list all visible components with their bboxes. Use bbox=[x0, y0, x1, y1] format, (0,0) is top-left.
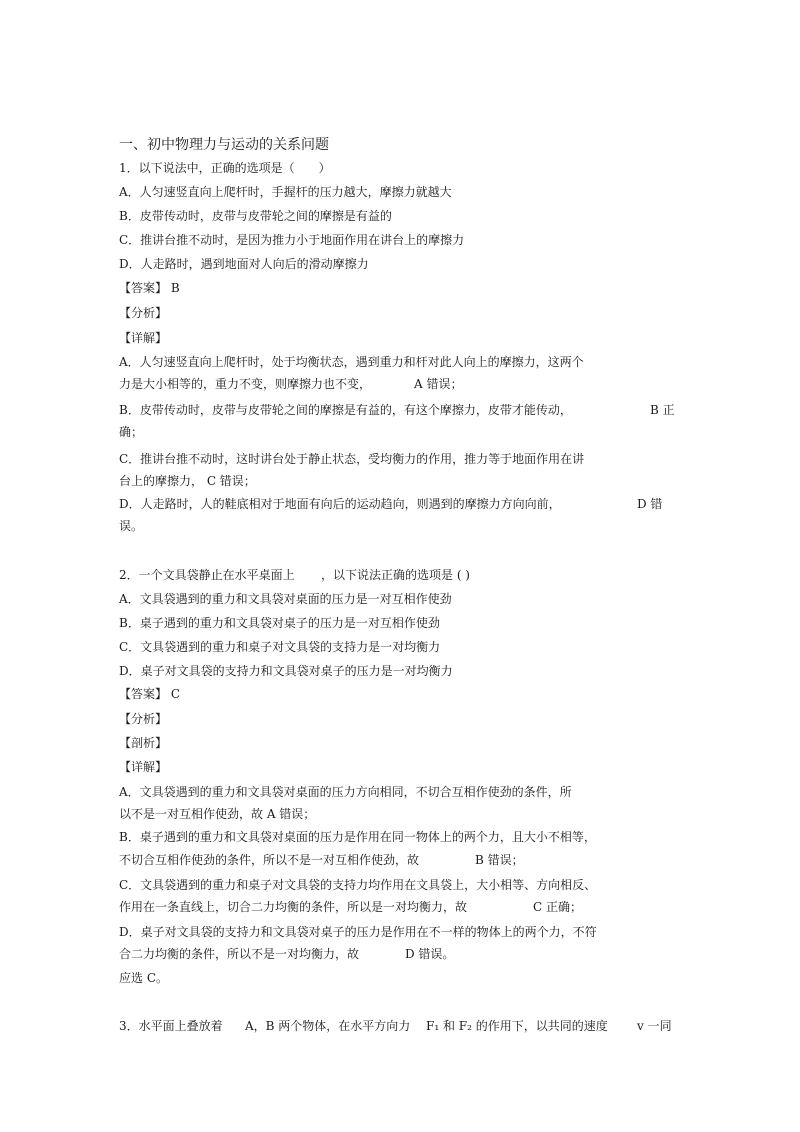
q2-dissect-heading: 【剖析】 bbox=[119, 736, 168, 750]
q2-option-a: A．文具袋遇到的重力和文具袋对桌面的压力是一对互相作使劲 bbox=[119, 592, 452, 606]
q2-analysis-heading: 【分析】 bbox=[119, 712, 168, 726]
q1-explanation-c-line2: 台上的摩擦力， C 错误； bbox=[119, 474, 256, 488]
q1-analysis-heading: 【分析】 bbox=[119, 306, 168, 320]
q2-option-b: B．桌子遇到的重力和文具袋对桌子的压力是一对互相作使劲 bbox=[119, 616, 440, 630]
q1-option-c: C．推讲台推不动时，是因为推力小于地面作用在讲台上的摩擦力 bbox=[119, 233, 465, 247]
q2-explanation-d-line2: 合二力均衡的条件，所以不是一对均衡力，故 bbox=[119, 947, 360, 961]
q2-explanation-c-line1: C．文具袋遇到的重力和桌子对文具袋的支持力均作用在文具袋上，大小相等、方向相反、 bbox=[119, 878, 597, 892]
q2-conclusion: 应选 C。 bbox=[119, 971, 168, 985]
q2-stem: 2．一个文具袋静止在水平桌面上 bbox=[119, 568, 295, 582]
q1-answer: 【答案】 B bbox=[119, 281, 180, 295]
q2-explanation-a-line2: 以不是一对互相作使劲，故 A 错误； bbox=[119, 807, 316, 821]
q1-stem: 1．以下说法中，正确的选项是（ ） bbox=[119, 161, 331, 175]
q1-explanation-c-line1: C．推讲台推不动时，这时讲台处于静止状态，受均衡力的作用，推力等于地面作用在讲 bbox=[119, 452, 585, 466]
q2-explanation-c-verdict: C 正确； bbox=[533, 900, 582, 914]
q1-explanation-b-line1: B．皮带传动时，皮带与皮带轮之间的摩擦是有益的，有这个摩擦力，皮带才能传动， bbox=[119, 403, 572, 417]
q2-option-d: D．桌子对文具袋的支持力和文具袋对桌子的压力是一对均衡力 bbox=[119, 664, 453, 678]
q3-stem: 3．水平面上叠放着 bbox=[119, 1019, 223, 1033]
q2-stem-cont: ，以下说法正确的选项是 ( ) bbox=[321, 568, 470, 582]
q1-explanation-b-verdict: B 正 bbox=[650, 403, 675, 417]
q2-option-c: C．文具袋遇到的重力和桌子对文具袋的支持力是一对均衡力 bbox=[119, 640, 441, 654]
section-title: 一、初中物理力与运动的关系问题 bbox=[119, 137, 329, 153]
q2-explanation-b-verdict: B 错误； bbox=[475, 853, 524, 867]
q3-stem-part4: v 一同 bbox=[637, 1019, 672, 1033]
q1-option-b: B．皮带传动时，皮带与皮带轮之间的摩擦是有益的 bbox=[119, 209, 392, 223]
q3-stem-part3: F₁ 和 F₂ 的作用下，以共同的速度 bbox=[426, 1019, 608, 1033]
q2-answer: 【答案】 C bbox=[119, 687, 180, 701]
q1-explanation-d-verdict: D 错 bbox=[637, 497, 663, 511]
q1-explanation-a-line2: 力是大小相等的，重力不变，则摩擦力也不变， bbox=[119, 377, 372, 391]
q2-explanation-d-verdict: D 错误。 bbox=[405, 947, 455, 961]
q1-explanation-d-line1: D．人走路时，人的鞋底相对于地面有向后的运动趋向，则遇到的摩擦力方向向前， bbox=[119, 497, 561, 511]
q1-detail-heading: 【详解】 bbox=[119, 331, 168, 345]
q1-explanation-d-line2: 误。 bbox=[119, 519, 144, 533]
q2-explanation-c-line2: 作用在一条直线上，切合二力均衡的条件，所以是一对均衡力，故 bbox=[119, 900, 468, 914]
q1-explanation-b-line2: 确； bbox=[119, 425, 144, 439]
q1-explanation-a-line1: A．人匀速竖直向上爬杆时，处于均衡状态，遇到重力和杆对此人向上的摩擦力，这两个 bbox=[119, 355, 584, 369]
q1-option-a: A．人匀速竖直向上爬杆时，手握杆的压力越大，摩擦力就越大 bbox=[119, 185, 452, 199]
q2-detail-heading: 【详解】 bbox=[119, 760, 168, 774]
q2-explanation-b-line1: B．桌子遇到的重力和文具袋对桌面的压力是作用在同一物体上的两个力，且大小不相等， bbox=[119, 830, 596, 844]
q2-explanation-d-line1: D．桌子对文具袋的支持力和文具袋对桌子的压力是作用在不一样的物体上的两个力，不符 bbox=[119, 925, 597, 939]
q3-stem-part2: A，B 两个物体，在水平方向力 bbox=[245, 1019, 411, 1033]
q2-explanation-b-line2: 不切合互相作使劲的条件，所以不是一对互相作使劲，故 bbox=[119, 853, 420, 867]
q2-explanation-a-line1: A．文具袋遇到的重力和文具袋对桌面的压力方向相同，不切合互相作使劲的条件，所 bbox=[119, 785, 572, 799]
q1-explanation-a-verdict: A 错误； bbox=[414, 377, 463, 391]
q1-option-d: D．人走路时，遇到地面对人向后的滑动摩擦力 bbox=[119, 257, 369, 271]
